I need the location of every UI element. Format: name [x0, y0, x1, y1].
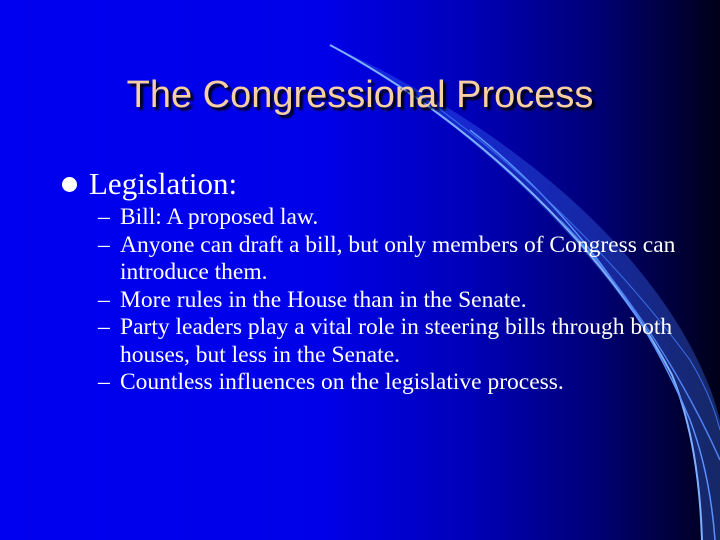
bullet-label: Legislation:	[89, 166, 238, 201]
dash-marker: –	[98, 231, 110, 258]
list-item-text: Anyone can draft a bill, but only members of Congress can introduce them.	[120, 231, 676, 285]
list-item-text: Bill: A proposed law.	[120, 204, 319, 230]
list-item-text: More rules in the House than in the Senate.	[120, 286, 527, 313]
bullet-legislation	[62, 164, 237, 204]
list-item-text: Countless influences on the legislative process.	[120, 369, 564, 395]
list-item	[98, 232, 698, 287]
list-item	[98, 204, 698, 232]
dash-marker: –	[98, 369, 110, 395]
dash-marker: –	[98, 204, 110, 230]
list-item-text: Party leaders play a vital role in steering bills through both houses, but less in the Senate.	[120, 314, 673, 368]
sub-bullet-list	[98, 204, 698, 397]
dash-marker: –	[98, 314, 110, 340]
list-item	[98, 369, 698, 397]
dash-marker: –	[98, 286, 110, 313]
list-item	[98, 314, 698, 369]
slide-title: The Congressional Process	[126, 74, 594, 116]
list-item	[98, 287, 698, 315]
bullet-dot-icon	[62, 177, 77, 192]
